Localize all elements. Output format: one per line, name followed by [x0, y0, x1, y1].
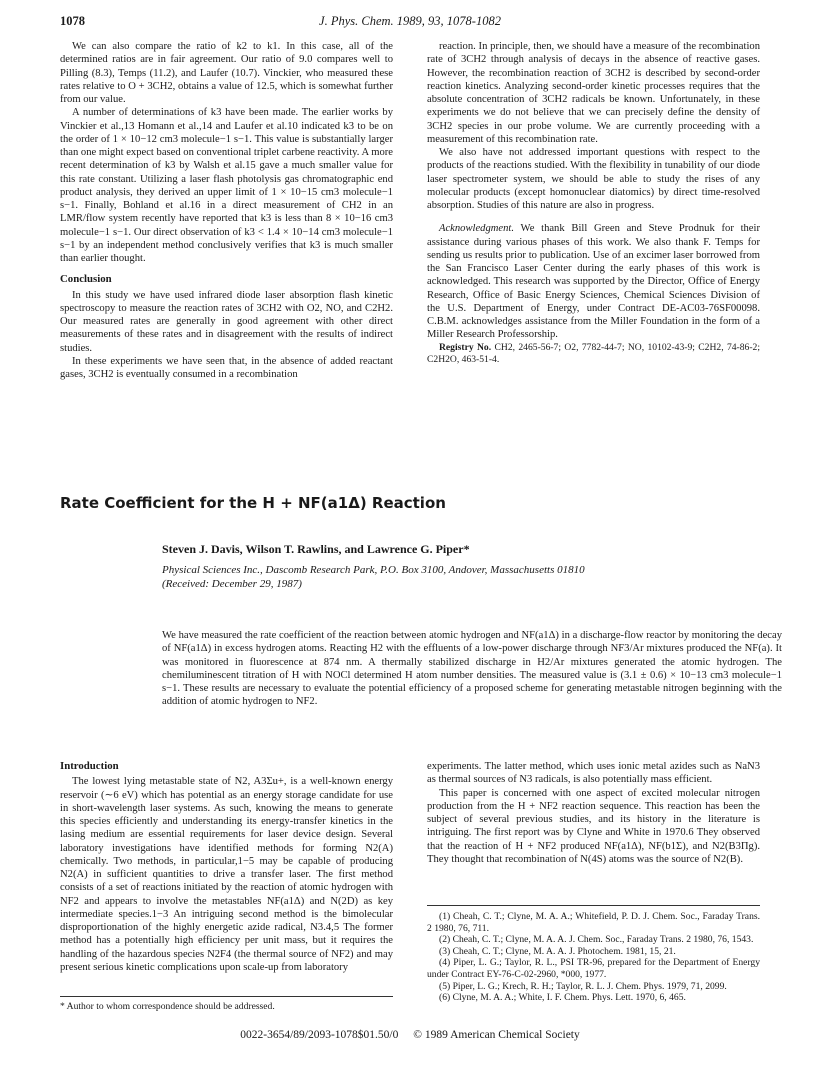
references-list	[427, 911, 760, 1004]
registry-text: CH2, 2465-56-7; O2, 7782-44-7; NO, 10102-43-9; C2H2, 74-86-2; C2H2O, 463-51-4.	[427, 341, 761, 365]
footer-code: 0022-3654/89/2093-1078$01.50/0	[240, 1029, 399, 1041]
paragraph: A number of determinations of k3 have been made. The earlier works by Vinckier et al.,13 Homann et al.,14 and Laufer et al.10 indicated k3 to be on the order of 1 × 10−12 cm3 molecule−1 s−1. This value is substantially larger than one might expect based on conventional triplet carbene reactivity. A more recent determination of k3 by Walsh et al.15 gave a much smaller value for this rate constant. Utilizing a laser flash photolysis gas chromatographic end product analysis, they derived an upper limit of 1 × 10−15 cm3 molecule−1 s−1. Finally, Bohland et al.16 in a direct measurement of CH2 in an LMR/flow system recently have reported that k3 is less than 8 × 10−16 cm3 molecule−1 s−1. Our direct observation of k3 < 1.4 × 10−14 cm3 molecule−1 s−1 by an independent method conclusively verifies that k3 is much smaller than earlier thought.	[60, 107, 393, 264]
registry	[427, 342, 760, 366]
article-left-column	[60, 760, 393, 974]
article-right-column	[427, 760, 760, 866]
page-number: 1078	[60, 14, 85, 28]
conclusion-heading: Conclusion	[60, 273, 112, 286]
article-title: Rate Coefficient for the H + NF(a1Δ) Reaction	[60, 494, 446, 512]
reference-item: (6) Clyne, M. A. A.; White, I. F. Chem. Phys. Lett. 1970, 6, 465.	[439, 992, 686, 1004]
affiliation-text: Physical Sciences Inc., Dascomb Research Park, P.O. Box 3100, Andover, Massachusetts 01810	[162, 564, 585, 576]
page-footer	[0, 1029, 820, 1041]
paragraph: experiments. The latter method, which uses ionic metal azides such as NaN3 as thermal sources of N3 radicals, is also potentially mass efficient.	[427, 761, 760, 786]
running-header	[60, 14, 760, 34]
received-date: (Received: December 29, 1987)	[162, 577, 302, 590]
paragraph: This paper is concerned with one aspect of excited molecular nitrogen production from the H + NF2 reaction sequence. This reaction has been the subject of several previous studies, and its history in the literature is intriguing. The first report was by Clyne and White in 1970.6 They observed that the reaction of H + NF2 produced NF(a1Δ), NF(b1Σ), and N2(B3Πg). They thought that recombination of N(4S) atoms was the source of N2(B).	[427, 787, 760, 865]
paragraph: We can also compare the ratio of k2 to k1. In this case, all of the determined ratios are in fair agreement. Our ratio of 9.0 compares well to Pilling (8.3), Temps (11.2), and Laufer (10.7). Vinckier, who measured these rates relative to O + 3CH2, obtains a value of 12.5, which is somewhat further from our value.	[60, 41, 393, 105]
acknowledgment-label: Acknowledgment.	[439, 223, 515, 235]
introduction-heading: Introduction	[60, 760, 119, 772]
acknowledgment-text: We thank Bill Green and Steve Prodnuk for their assistance during various phases of this work. We also thank F. Temps for sending us results prior to publication. Use of an excimer laser borrowed from the San Francisco Laser Center during the early phases of this work is acknowledged. This research was supported by the Director, Office of Energy Research, Office of Basic Energy Sciences, Chemical Sciences Division of the U.S. Department of Energy, under Contract DE-AC03-76SF00098. C.B.M. acknowledges assistance from the Miller Foundation in the form of a Miller Research Professorship.	[427, 223, 760, 341]
footer-copyright: © 1989 American Chemical Society	[413, 1029, 580, 1041]
correspondence-note: * Author to whom correspondence should be addressed.	[60, 1001, 275, 1012]
references-divider	[427, 905, 760, 906]
paragraph: We also have not addressed important questions with respect to the products of the reactions studied. With the flexibility in tunability of our diode laser spectrometer system, we should be able to study the rises of any molecular products (except homonuclear diatomics) by direct time-resolved absorption. Studies of this nature are also in progress.	[427, 147, 760, 211]
journal-citation: J. Phys. Chem. 1989, 93, 1078-1082	[319, 14, 501, 28]
paragraph: In these experiments we have seen that, in the absence of added reactant gases, 3CH2 is eventually consumed in a recombination	[60, 355, 393, 380]
footnote-divider	[60, 996, 393, 997]
paragraph: reaction. In principle, then, we should have a measure of the recombination rate of 3CH2 through analysis of decays in the absence of reactive gases. However, the recombination reaction of 3CH2 is described by second-order reaction kinetics. Analyzing second-order kinetic processes requires that the absolute concentration of 3CH2 radicals be known. Unfortunately, in these experiments we do not believe that we can precisely define the density of 3CH2 species in our probe volume. We are currently proceeding with a measurement of this recombination rate.	[427, 41, 760, 145]
reference-item: (2) Cheah, C. T.; Clyne, M. A. A. J. Chem. Soc., Faraday Trans. 2 1980, 76, 1543.	[439, 934, 754, 946]
acknowledgment	[427, 222, 760, 341]
article-authors: Steven J. Davis, Wilson T. Rawlins, and Lawrence G. Piper*	[162, 542, 470, 556]
paragraph: The lowest lying metastable state of N2, A3Σu+, is a well-known energy reservoir (∼6 eV) which has potential as an energy storage candidate for use in short-wavelength laser systems. As such, knowing the means to generate this species efficiently and understanding its energy-transfer kinetics in the lasing medium are essential requirements for laser device design. Several laboratory investigations have identified methods for forming N2(A) chemically. Two methods, in particular,1−5 may be capable of producing N2(A) in sufficient quantities to drive a transfer laser. The first method consists of a set of reactions initiated by the reaction of atomic hydrogen with NF2 and appears to involve the metastables NF(a1Δ) and N(2D) as key intermediate species.1−3 An intriguing second method is the bimolecular disproportionation of the highly energetic azide radical, N3.4,5 The former method has a potentially high efficiency per unit mass, but it requires the handling of the hazardous species N2F4 (the thermal source of NF2) and may present serious kinetic complications upon scale-up from laboratory	[60, 776, 393, 973]
article-abstract: We have measured the rate coefficient of the reaction between atomic hydrogen and NF(a1Δ) in a discharge-flow reactor by monitoring the decay of NF(a1Δ) in excess hydrogen atoms. Reacting H2 with the effluents of a low-power discharge through NF3/Ar mixtures produced the NF(a). It was monitored in fluorescence at 874 nm. A thermally stabilized discharge in H2/Ar mixtures generated the atomic hydrogen. The chemiluminescent titration of H with NOCl determined H atom number densities. The measured value is (3.1 ± 0.6) × 10−13 cm3 molecule−1 s−1. These results are necessary to evaluate the potential efficiency of a proposed scheme for generating metastable nitrogen beginning with the addition of atomic hydrogen to NF2.	[162, 630, 782, 708]
previous-article-right-column	[427, 40, 760, 366]
reference-item: (4) Piper, L. G.; Taylor, R. L., PSI TR-96, prepared for the Department of Energy under Contract EY-76-C-02-2960, *000, 1977.	[427, 957, 760, 980]
registry-label: Registry No.	[439, 341, 492, 353]
reference-item: (1) Cheah, C. T.; Clyne, M. A. A.; Whitefield, P. D. J. Chem. Soc., Faraday Trans. 2 1980, 76, 711.	[427, 911, 760, 934]
article-affiliation	[162, 564, 782, 591]
paragraph: In this study we have used infrared diode laser absorption flash kinetic spectroscopy to measure the reaction rates of 3CH2 with O2, NO, and C2H2. Our measured rates are generally in good agreement with other direct measurements of these rates and in disagreement with the results of indirect studies.	[60, 289, 393, 354]
reference-item: (5) Piper, L. G.; Krech, R. H.; Taylor, R. L. J. Chem. Phys. 1979, 71, 2099.	[439, 980, 727, 992]
reference-item: (3) Cheah, C. T.; Clyne, M. A. A. J. Photochem. 1981, 15, 21.	[439, 945, 676, 957]
previous-article-left-column	[60, 40, 393, 381]
